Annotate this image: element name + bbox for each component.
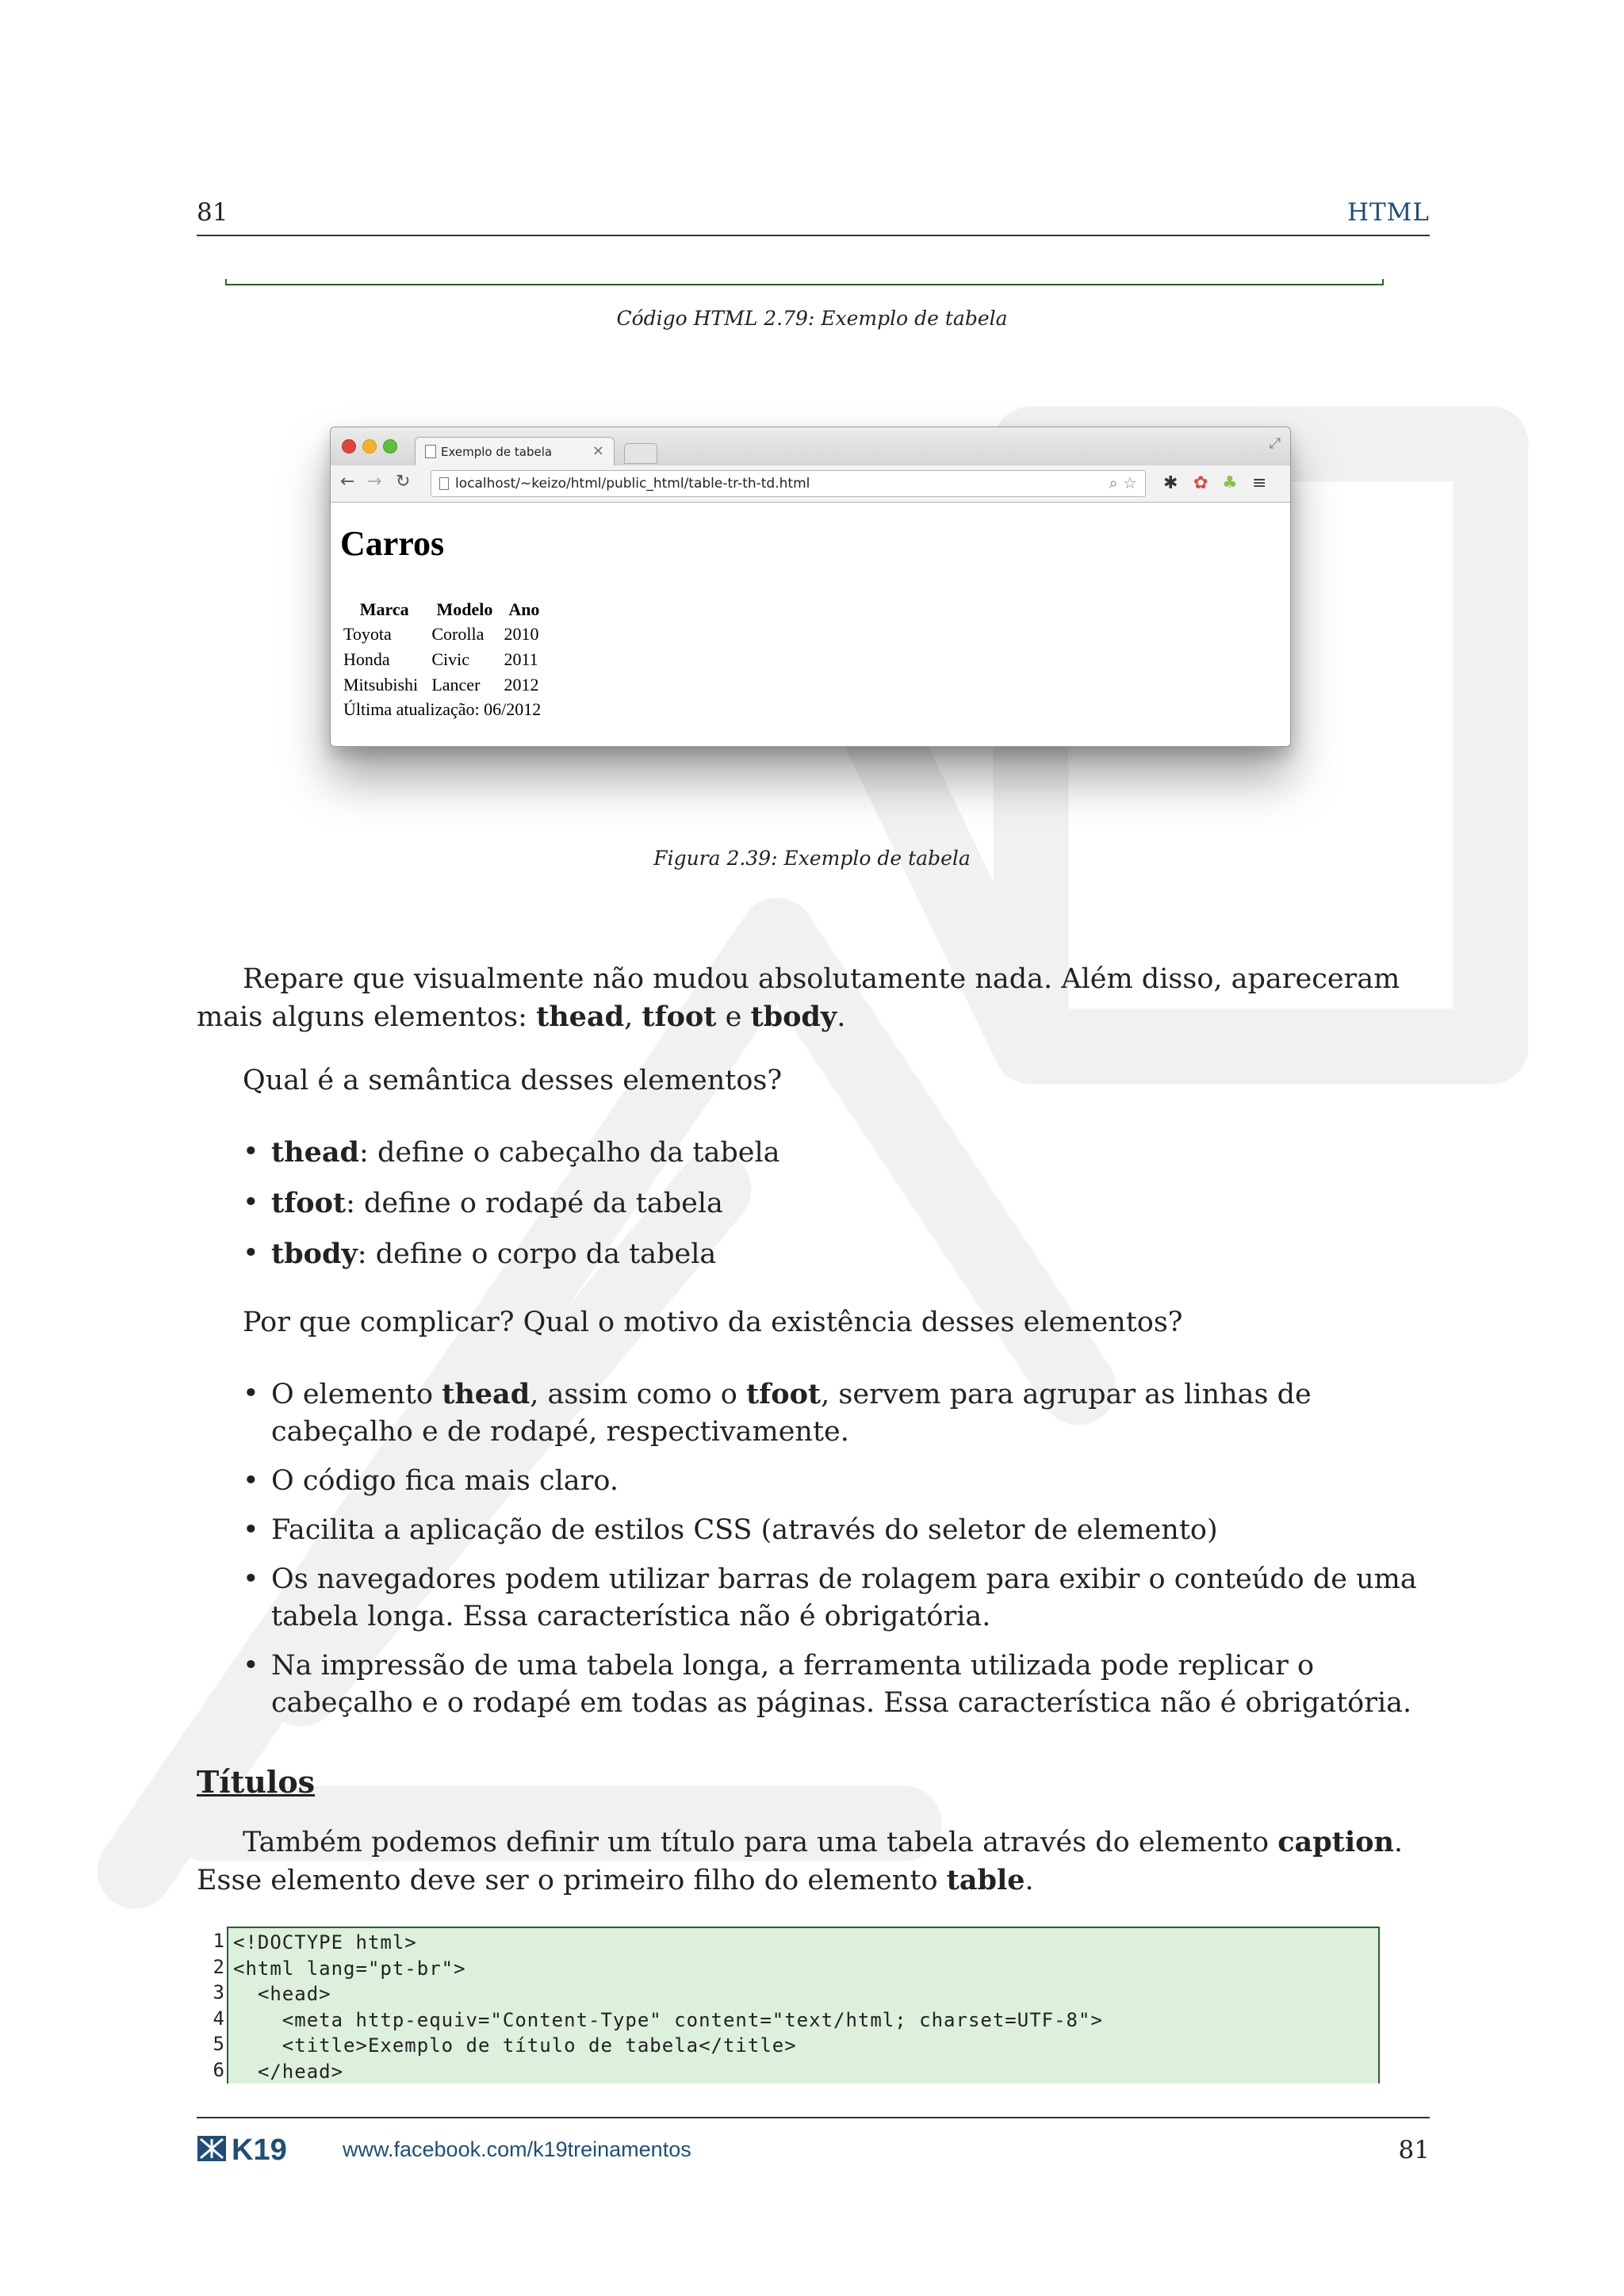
code-line: <title>Exemplo de título de tabela</title> [233,2034,797,2057]
table-row [340,647,547,672]
code-line: <meta http-equiv="Content-Type" content="text/html; charset=UTF-8"> [233,2008,1103,2031]
term-tfoot: tfoot [642,1001,717,1033]
term-tbody: tbody [750,1001,837,1033]
forward-icon[interactable]: → [367,472,382,492]
list-item: • tfoot: define o rodapé da tabela [197,1184,1430,1223]
table-cell: 2011 [504,649,538,669]
table-row [340,622,547,647]
svg-text:K19: K19 [232,2133,287,2164]
tab-title: Exemplo de tabela [441,445,553,459]
browser-titlebar [331,427,1290,465]
list-item: • Na impressão de uma tabela longa, a ferramenta utilizada pode replicar o cabeçalho e o rodapé em todas as páginas. Essa característica não é obrigatória. [197,1647,1430,1722]
term-thead: thead [536,1001,625,1033]
address-bar[interactable] [431,470,1146,497]
paragraph-caption: Também podemos definir um título para uma tabela através do elemento caption. Esse elemento deve ser o primeiro filho do elemento table. [197,1826,1404,1896]
semantics-list [197,1134,1430,1273]
code-caption: Código HTML 2.79: Exemplo de tabela [616,307,1008,330]
android-icon[interactable]: ♣ [1222,473,1238,493]
list-item: • O código fica mais claro. [197,1463,1430,1500]
section-heading-titulos: Títulos [197,1764,316,1800]
settings-gear-icon[interactable]: ✱ [1163,473,1178,493]
document-icon [425,445,436,458]
table-cell: Lancer [431,675,481,695]
k19-logo [197,2133,324,2164]
list-item: • O elemento thead, assim como o tfoot, servem para agrupar as linhas de cabeçalho e de rodapé, respectivamente. [197,1376,1430,1451]
header-section-title: HTML [1346,198,1430,227]
browser-page-content [331,503,1290,746]
zoom-and-bookmark-icons[interactable]: ⌕ ☆ [1109,473,1137,492]
term-caption: caption [1277,1826,1394,1858]
code-content [227,1927,1380,2084]
figure-caption: Figura 2.39: Exemplo de tabela [653,847,971,870]
browser-screenshot [330,427,1291,747]
header-page-number: 81 [197,198,228,227]
new-tab-button[interactable] [624,443,657,464]
code-line: <head> [233,1983,331,2006]
column-header: Ano [508,599,540,619]
table-row [340,672,547,698]
question-motive: Por que complicar? Qual o motivo da existência desses elementos? [243,1307,1183,1338]
running-header [197,197,1430,236]
menu-icon[interactable]: ≡ [1252,473,1267,493]
table-cell: Corolla [431,624,485,644]
table-cell: 2012 [504,675,539,695]
url-text: localhost/~keizo/html/public_html/table-tr-th-td.html [455,476,810,492]
fullscreen-icon[interactable]: ⤢ [1269,435,1281,452]
zoom-window-icon[interactable] [383,439,397,453]
extension-colorful-icon[interactable]: ✿ [1193,473,1208,493]
term-table: table [946,1864,1025,1896]
column-header: Modelo [436,599,493,619]
browser-tab[interactable] [415,437,615,466]
code-block-end [225,279,1384,285]
list-item: • Facilita a aplicação de estilos CSS (através do seletor de elemento) [197,1512,1430,1549]
code-line: <html lang="pt-br"> [233,1957,466,1980]
column-header: Marca [359,599,409,619]
cars-table [340,598,547,722]
page-heading: Carros [340,524,445,563]
minimize-window-icon[interactable] [362,439,377,453]
table-cell: Mitsubishi [343,675,419,695]
line-numbers: 1 2 3 4 5 6 [213,1930,225,2081]
facebook-link[interactable]: www.facebook.com/k19treinamentos [343,2137,691,2161]
list-item: • tbody: define o corpo da tabela [197,1235,1430,1273]
list-item: • thead: define o cabeçalho da tabela [197,1134,1430,1172]
table-cell: 2010 [504,624,539,644]
reasons-list [197,1376,1430,1722]
code-line: </head> [233,2060,344,2083]
table-cell: Honda [343,649,390,669]
table-cell: Civic [431,649,470,669]
footer-page-number: 81 [1398,2136,1430,2164]
code-listing [197,1927,1381,2085]
list-item: • Os navegadores podem utilizar barras de rolagem para exibir o conteúdo de uma tabela longa. Essa característica não é obrigatória. [197,1561,1430,1636]
reload-icon[interactable]: ↻ [396,472,411,492]
page-footer [197,2117,1430,2166]
paragraph-intro: Repare que visualmente não mudou absolutamente nada. Além disso, apareceram mais alguns elementos: thead, tfoot e tbody. [197,963,1400,1033]
page-icon [439,477,449,490]
table-footer: Última atualização: 06/2012 [343,699,542,719]
question-semantics: Qual é a semântica desses elementos? [243,1065,783,1096]
table-cell: Toyota [343,624,392,644]
back-icon[interactable]: ← [340,472,355,492]
tab-close-icon[interactable]: × [592,442,604,459]
browser-toolbar [331,465,1290,503]
close-window-icon[interactable] [342,439,356,453]
code-line: <!DOCTYPE html> [233,1931,417,1954]
